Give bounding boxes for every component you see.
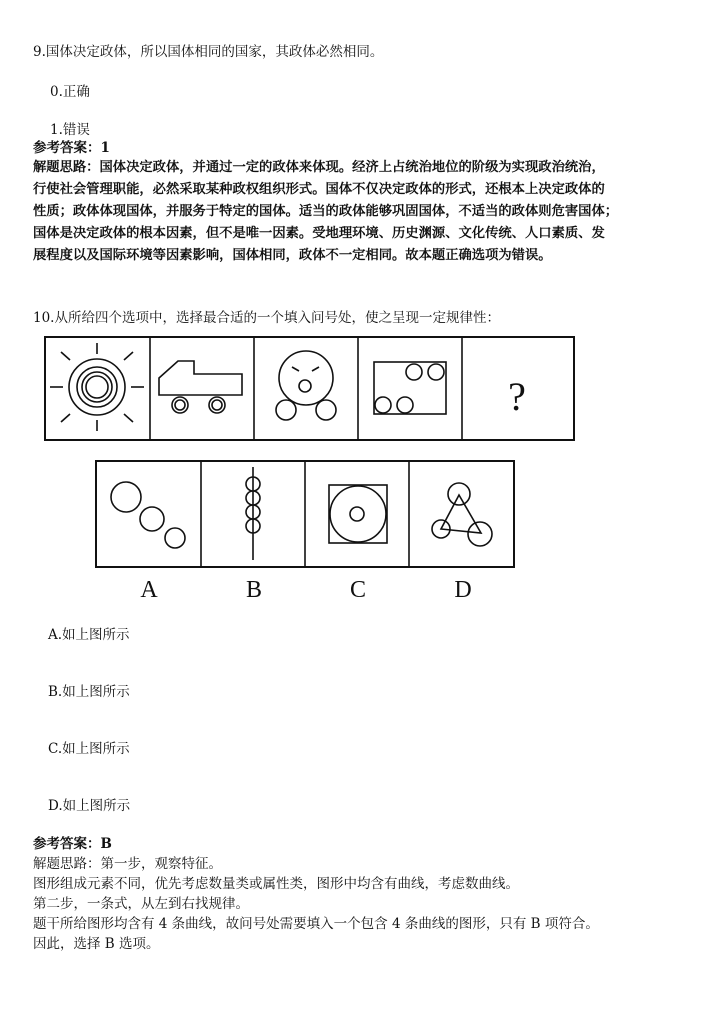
q9-explanation-line: 国体是决定政体的根本因素，但不是唯一因素。受地理环境、历史渊源、文化传统、人口素质、发: [33, 226, 605, 241]
question-row: [45, 337, 574, 440]
truck-figure: [159, 361, 242, 413]
option-d-figure: [432, 483, 492, 546]
q10-option-a[interactable]: A.如上图所示: [48, 627, 130, 643]
q9-explanation-line: 展程度以及国际环境等因素影响，国体相同，政体不一定相同。故本题正确选项为错误。: [33, 248, 552, 263]
q9-explanation-line: 解题思路：国体决定政体，并通过一定的政体来体现。经济上占统治地位的阶级为实现政治统治，: [33, 160, 605, 175]
rect-circles-figure: [374, 362, 446, 414]
q10-option-b[interactable]: B.如上图所示: [48, 684, 130, 700]
q10-explanation-line: 第二步，一条式，从左到右找规律。: [33, 896, 249, 912]
option-label-a: A: [140, 577, 158, 603]
option-label-c: C: [349, 577, 367, 603]
option-a-figure: [111, 482, 185, 548]
q9-question: 9.国体决定政体，所以国体相同的国家，其政体必然相同。: [33, 44, 384, 60]
q9-explanation-line: 性质；政体体现国体，并服务于特定的国体。适当的政体能够巩固国体，不适当的政体则危害国体；: [33, 204, 619, 219]
q10-answer: 参考答案：B: [33, 836, 112, 852]
q10-explanation-line: 因此，选择 B 选项。: [33, 936, 160, 952]
sun-figure: [50, 343, 144, 431]
q10-question: 10.从所给四个选项中，选择最合适的一个填入问号处，使之呈现一定规律性：: [33, 310, 500, 326]
q10-option-c[interactable]: C.如上图所示: [48, 741, 130, 757]
options-row: [96, 461, 514, 603]
question-mark: ?: [508, 374, 526, 419]
q9-option-1[interactable]: 1.错误: [50, 122, 90, 138]
q10-explanation-line: 题干所给图形均含有 4 条曲线，故问号处需要填入一个包含 4 条曲线的图形，只有 B 项符合。: [33, 916, 599, 932]
q10-explanation-line: 解题思路：第一步，观察特征。: [33, 856, 222, 872]
option-label-b: B: [245, 577, 263, 603]
q9-explanation-line: 行使社会管理职能，必然采取某种政权组织形式。国体不仅决定政体的形式，还根本上决定政体的: [33, 182, 605, 197]
q10-option-d[interactable]: D.如上图所示: [48, 798, 131, 814]
q9-answer: 参考答案：1: [33, 140, 110, 156]
option-c-figure: [329, 485, 387, 543]
option-label-d: D: [454, 577, 472, 603]
face-figure: [276, 351, 336, 420]
q9-option-0[interactable]: 0.正确: [50, 84, 90, 100]
q10-explanation-line: 图形组成元素不同，优先考虑数量类或属性类，图形中均含有曲线，考虑数曲线。: [33, 876, 519, 892]
option-b-figure: [246, 467, 260, 560]
